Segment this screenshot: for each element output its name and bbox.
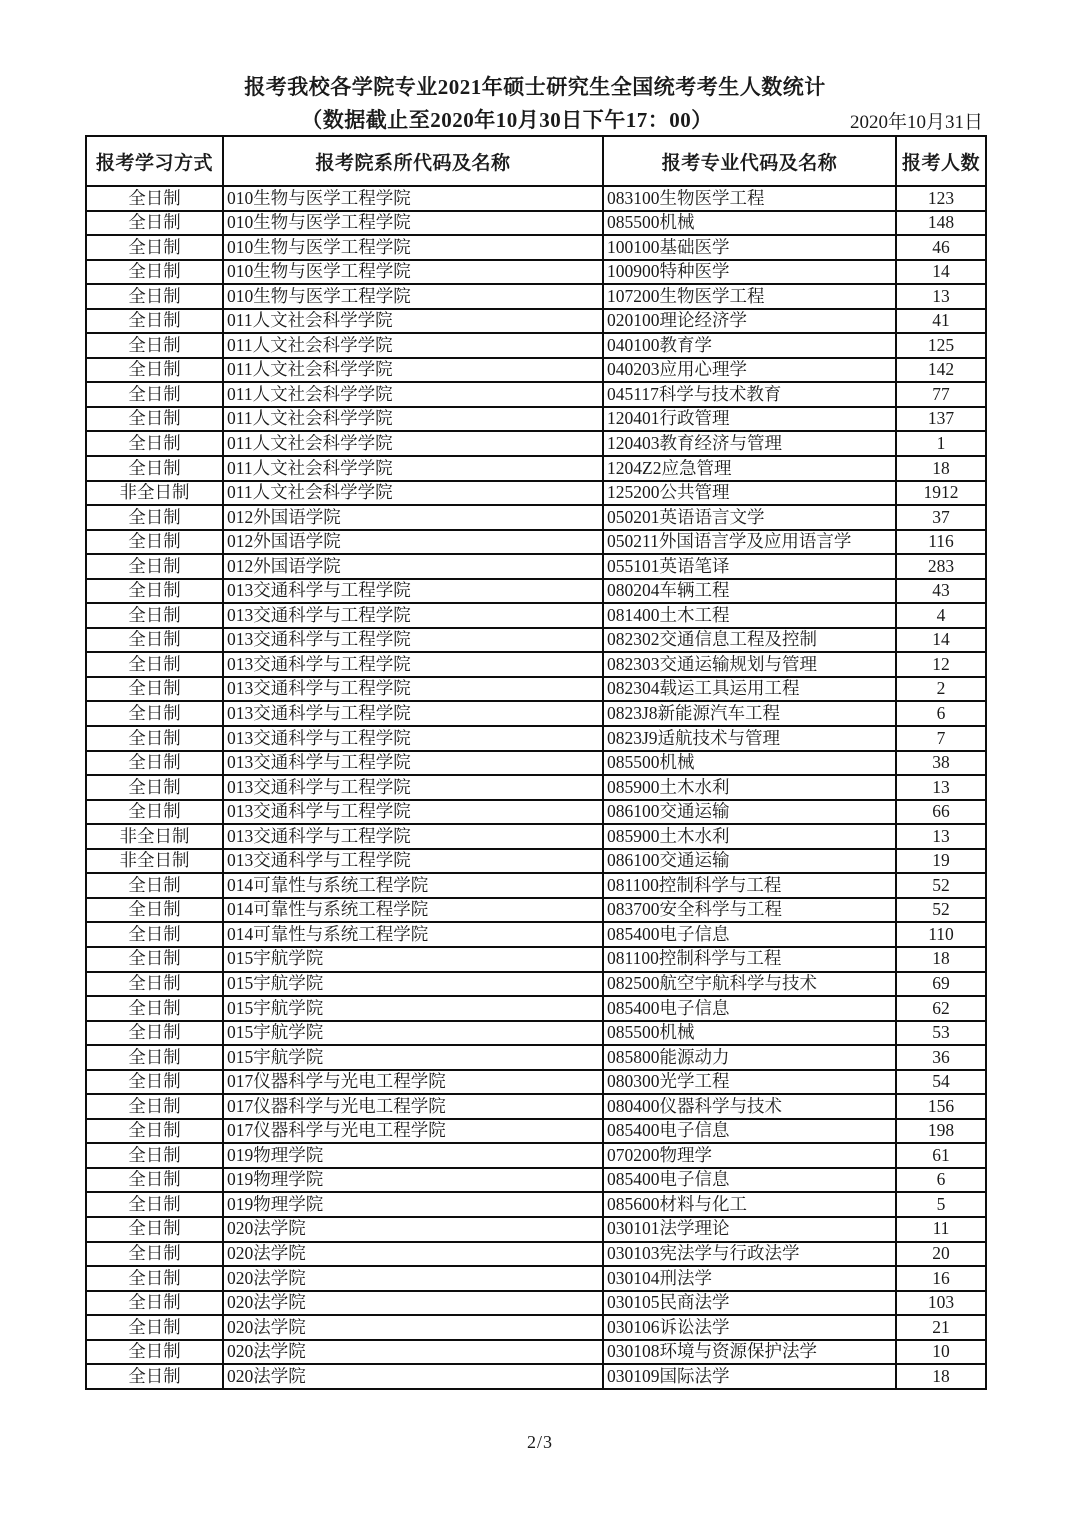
cell-study-mode: 全日制 [86,1021,223,1046]
cell-study-mode: 全日制 [86,260,223,285]
cell-applicant-count: 13 [896,284,986,309]
cell-college-code-name: 011人文社会科学学院 [223,456,603,481]
cell-applicant-count: 18 [896,1364,986,1389]
cell-applicant-count: 103 [896,1291,986,1316]
table-row [86,211,986,236]
cell-applicant-count: 125 [896,333,986,358]
cell-college-code-name: 017仪器科学与光电工程学院 [223,1070,603,1095]
cell-study-mode: 全日制 [86,726,223,751]
cell-study-mode: 全日制 [86,972,223,997]
cell-applicant-count: 21 [896,1315,986,1340]
cell-applicant-count: 18 [896,947,986,972]
cell-college-code-name: 013交通科学与工程学院 [223,628,603,653]
cell-major-code-name: 082304载运工具运用工程 [603,677,896,702]
cell-applicant-count: 61 [896,1143,986,1168]
cell-major-code-name: 055101英语笔译 [603,554,896,579]
cell-study-mode: 全日制 [86,628,223,653]
cell-college-code-name: 013交通科学与工程学院 [223,677,603,702]
cell-study-mode: 全日制 [86,211,223,236]
table-row [86,1340,986,1365]
cell-applicant-count: 14 [896,260,986,285]
table-row [86,1217,986,1242]
cell-major-code-name: 085400电子信息 [603,1168,896,1193]
cell-college-code-name: 020法学院 [223,1291,603,1316]
table-row [86,186,986,211]
cell-college-code-name: 013交通科学与工程学院 [223,824,603,849]
cell-applicant-count: 156 [896,1094,986,1119]
table-row [86,579,986,604]
cell-study-mode: 全日制 [86,1291,223,1316]
table-row [86,1021,986,1046]
column-header-study-mode: 报考学习方式 [86,136,223,186]
table-row [86,628,986,653]
cell-college-code-name: 011人文社会科学学院 [223,407,603,432]
cell-college-code-name: 013交通科学与工程学院 [223,800,603,825]
cell-major-code-name: 085400电子信息 [603,1119,896,1144]
cell-applicant-count: 4 [896,603,986,628]
page-number: 2/3 [526,1432,553,1452]
table-row [86,652,986,677]
cell-applicant-count: 2 [896,677,986,702]
cell-applicant-count: 198 [896,1119,986,1144]
cell-applicant-count: 13 [896,824,986,849]
cell-applicant-count: 7 [896,726,986,751]
table-row [86,481,986,506]
cell-college-code-name: 011人文社会科学学院 [223,358,603,383]
table-row [86,1291,986,1316]
cell-study-mode: 全日制 [86,1364,223,1389]
cell-college-code-name: 020法学院 [223,1242,603,1267]
cell-college-code-name: 013交通科学与工程学院 [223,652,603,677]
cell-study-mode: 全日制 [86,530,223,555]
cell-major-code-name: 030109国际法学 [603,1364,896,1389]
cell-major-code-name: 080300光学工程 [603,1070,896,1095]
cell-study-mode: 全日制 [86,1119,223,1144]
cell-applicant-count: 54 [896,1070,986,1095]
cell-college-code-name: 013交通科学与工程学院 [223,603,603,628]
table-row [86,1364,986,1389]
cell-major-code-name: 040203应用心理学 [603,358,896,383]
cell-college-code-name: 013交通科学与工程学院 [223,726,603,751]
cell-major-code-name: 1204Z2应急管理 [603,456,896,481]
cell-study-mode: 全日制 [86,751,223,776]
cell-applicant-count: 38 [896,751,986,776]
cell-college-code-name: 019物理学院 [223,1168,603,1193]
cell-major-code-name: 050201英语语言文学 [603,505,896,530]
table-row [86,284,986,309]
cell-applicant-count: 137 [896,407,986,432]
cell-applicant-count: 77 [896,382,986,407]
cell-applicant-count: 41 [896,309,986,334]
cell-applicant-count: 1 [896,431,986,456]
cell-applicant-count: 46 [896,235,986,260]
cell-college-code-name: 012外国语学院 [223,505,603,530]
cell-study-mode: 全日制 [86,922,223,947]
cell-applicant-count: 62 [896,996,986,1021]
cell-college-code-name: 020法学院 [223,1340,603,1365]
cell-college-code-name: 012外国语学院 [223,554,603,579]
cell-applicant-count: 14 [896,628,986,653]
table-row [86,1143,986,1168]
table-row [86,431,986,456]
table-row [86,996,986,1021]
cell-study-mode: 全日制 [86,701,223,726]
table-row [86,1242,986,1267]
cell-study-mode: 全日制 [86,800,223,825]
cell-study-mode: 非全日制 [86,481,223,506]
cell-college-code-name: 019物理学院 [223,1143,603,1168]
table-row [86,775,986,800]
cell-college-code-name: 013交通科学与工程学院 [223,701,603,726]
cell-major-code-name: 082500航空宇航科学与技术 [603,972,896,997]
cell-study-mode: 全日制 [86,1070,223,1095]
cell-major-code-name: 030101法学理论 [603,1217,896,1242]
cell-college-code-name: 013交通科学与工程学院 [223,775,603,800]
cell-applicant-count: 6 [896,701,986,726]
applicants-statistics-table [85,135,987,1390]
cell-college-code-name: 014可靠性与系统工程学院 [223,898,603,923]
cell-college-code-name: 011人文社会科学学院 [223,431,603,456]
data-cutoff-subtitle: （数据截止至2020年10月30日下午17：00） [301,108,713,133]
cell-study-mode: 全日制 [86,1045,223,1070]
cell-study-mode: 全日制 [86,284,223,309]
table-row [86,947,986,972]
table-row [86,1070,986,1095]
cell-study-mode: 全日制 [86,1242,223,1267]
cell-college-code-name: 019物理学院 [223,1192,603,1217]
cell-college-code-name: 020法学院 [223,1364,603,1389]
table-row [86,701,986,726]
cell-major-code-name: 085400电子信息 [603,922,896,947]
report-date: 2020年10月31日 [849,112,983,134]
cell-college-code-name: 010生物与医学工程学院 [223,260,603,285]
cell-study-mode: 全日制 [86,1192,223,1217]
table-body [86,186,986,1389]
cell-college-code-name: 015宇航学院 [223,996,603,1021]
cell-college-code-name: 010生物与医学工程学院 [223,186,603,211]
cell-major-code-name: 030104刑法学 [603,1266,896,1291]
cell-study-mode: 全日制 [86,1168,223,1193]
table-row [86,873,986,898]
cell-study-mode: 全日制 [86,898,223,923]
cell-applicant-count: 5 [896,1192,986,1217]
cell-study-mode: 全日制 [86,873,223,898]
cell-study-mode: 全日制 [86,1266,223,1291]
cell-major-code-name: 050211外国语言学及应用语言学 [603,530,896,555]
cell-college-code-name: 015宇航学院 [223,972,603,997]
table-row [86,358,986,383]
cell-college-code-name: 017仪器科学与光电工程学院 [223,1119,603,1144]
cell-college-code-name: 011人文社会科学学院 [223,481,603,506]
cell-study-mode: 全日制 [86,333,223,358]
cell-major-code-name: 120401行政管理 [603,407,896,432]
cell-major-code-name: 100100基础医学 [603,235,896,260]
cell-college-code-name: 011人文社会科学学院 [223,309,603,334]
cell-major-code-name: 070200物理学 [603,1143,896,1168]
table-row [86,1045,986,1070]
cell-applicant-count: 116 [896,530,986,555]
document-header [85,74,985,134]
cell-applicant-count: 52 [896,898,986,923]
cell-applicant-count: 20 [896,1242,986,1267]
cell-major-code-name: 085900土木水利 [603,824,896,849]
cell-study-mode: 全日制 [86,603,223,628]
cell-college-code-name: 014可靠性与系统工程学院 [223,873,603,898]
cell-study-mode: 全日制 [86,186,223,211]
cell-applicant-count: 19 [896,849,986,874]
cell-major-code-name: 100900特种医学 [603,260,896,285]
cell-major-code-name: 125200公共管理 [603,481,896,506]
cell-study-mode: 全日制 [86,554,223,579]
cell-major-code-name: 085600材料与化工 [603,1192,896,1217]
table-row [86,1192,986,1217]
cell-study-mode: 全日制 [86,775,223,800]
table-row [86,407,986,432]
cell-college-code-name: 014可靠性与系统工程学院 [223,922,603,947]
cell-applicant-count: 11 [896,1217,986,1242]
cell-major-code-name: 082302交通信息工程及控制 [603,628,896,653]
cell-college-code-name: 015宇航学院 [223,1021,603,1046]
table-row [86,554,986,579]
cell-major-code-name: 030105民商法学 [603,1291,896,1316]
subtitle-line [85,104,985,134]
cell-college-code-name: 020法学院 [223,1315,603,1340]
cell-college-code-name: 017仪器科学与光电工程学院 [223,1094,603,1119]
cell-applicant-count: 66 [896,800,986,825]
table-row [86,1168,986,1193]
cell-major-code-name: 080400仪器科学与技术 [603,1094,896,1119]
cell-major-code-name: 083100生物医学工程 [603,186,896,211]
cell-study-mode: 全日制 [86,996,223,1021]
cell-study-mode: 全日制 [86,1143,223,1168]
cell-major-code-name: 085500机械 [603,751,896,776]
cell-college-code-name: 010生物与医学工程学院 [223,235,603,260]
table-row [86,1266,986,1291]
table-row [86,677,986,702]
cell-applicant-count: 283 [896,554,986,579]
table-row [86,505,986,530]
table-row [86,603,986,628]
cell-college-code-name: 010生物与医学工程学院 [223,211,603,236]
cell-major-code-name: 0823J9适航技术与管理 [603,726,896,751]
cell-study-mode: 全日制 [86,431,223,456]
cell-applicant-count: 53 [896,1021,986,1046]
cell-study-mode: 全日制 [86,505,223,530]
cell-applicant-count: 16 [896,1266,986,1291]
table-row [86,1315,986,1340]
cell-major-code-name: 020100理论经济学 [603,309,896,334]
cell-study-mode: 全日制 [86,1340,223,1365]
cell-study-mode: 全日制 [86,456,223,481]
cell-college-code-name: 015宇航学院 [223,947,603,972]
cell-college-code-name: 011人文社会科学学院 [223,382,603,407]
cell-study-mode: 全日制 [86,677,223,702]
table-row [86,260,986,285]
cell-applicant-count: 18 [896,456,986,481]
cell-major-code-name: 083700安全科学与工程 [603,898,896,923]
cell-major-code-name: 085900土木水利 [603,775,896,800]
cell-major-code-name: 040100教育学 [603,333,896,358]
table-row [86,456,986,481]
cell-major-code-name: 082303交通运输规划与管理 [603,652,896,677]
cell-college-code-name: 013交通科学与工程学院 [223,849,603,874]
cell-college-code-name: 020法学院 [223,1266,603,1291]
cell-major-code-name: 080204车辆工程 [603,579,896,604]
cell-major-code-name: 030103宪法学与行政法学 [603,1242,896,1267]
column-header-applicant-count: 报考人数 [896,136,986,186]
cell-major-code-name: 0823J8新能源汽车工程 [603,701,896,726]
cell-major-code-name: 085500机械 [603,211,896,236]
cell-applicant-count: 13 [896,775,986,800]
table-row [86,1119,986,1144]
table-row [86,849,986,874]
page-title: 报考我校各学院专业2021年硕士研究生全国统考考生人数统计 [244,75,826,99]
cell-major-code-name: 085400电子信息 [603,996,896,1021]
cell-college-code-name: 013交通科学与工程学院 [223,751,603,776]
cell-major-code-name: 030106诉讼法学 [603,1315,896,1340]
cell-study-mode: 全日制 [86,1217,223,1242]
cell-major-code-name: 081100控制科学与工程 [603,873,896,898]
cell-major-code-name: 085500机械 [603,1021,896,1046]
cell-study-mode: 非全日制 [86,849,223,874]
cell-college-code-name: 015宇航学院 [223,1045,603,1070]
cell-applicant-count: 10 [896,1340,986,1365]
cell-applicant-count: 148 [896,211,986,236]
cell-study-mode: 全日制 [86,1094,223,1119]
table-row [86,726,986,751]
table-row [86,530,986,555]
table-row [86,972,986,997]
cell-major-code-name: 086100交通运输 [603,800,896,825]
cell-applicant-count: 142 [896,358,986,383]
cell-major-code-name: 086100交通运输 [603,849,896,874]
cell-study-mode: 全日制 [86,235,223,260]
table-row [86,235,986,260]
table-row [86,922,986,947]
table-row [86,800,986,825]
table-row [86,751,986,776]
cell-applicant-count: 37 [896,505,986,530]
cell-applicant-count: 6 [896,1168,986,1193]
cell-major-code-name: 081100控制科学与工程 [603,947,896,972]
cell-major-code-name: 030108环境与资源保护法学 [603,1340,896,1365]
cell-major-code-name: 120403教育经济与管理 [603,431,896,456]
table-row [86,898,986,923]
cell-study-mode: 全日制 [86,1315,223,1340]
cell-study-mode: 非全日制 [86,824,223,849]
cell-major-code-name: 085800能源动力 [603,1045,896,1070]
cell-study-mode: 全日制 [86,309,223,334]
cell-applicant-count: 69 [896,972,986,997]
cell-study-mode: 全日制 [86,382,223,407]
table-row [86,382,986,407]
cell-applicant-count: 12 [896,652,986,677]
table-row [86,824,986,849]
cell-applicant-count: 123 [896,186,986,211]
table-header-row [86,136,986,186]
cell-major-code-name: 081400土木工程 [603,603,896,628]
cell-study-mode: 全日制 [86,947,223,972]
column-header-major-code-name: 报考专业代码及名称 [603,136,896,186]
table-row [86,1094,986,1119]
cell-study-mode: 全日制 [86,579,223,604]
cell-college-code-name: 020法学院 [223,1217,603,1242]
cell-applicant-count: 43 [896,579,986,604]
cell-college-code-name: 010生物与医学工程学院 [223,284,603,309]
cell-major-code-name: 107200生物医学工程 [603,284,896,309]
table-row [86,309,986,334]
cell-applicant-count: 52 [896,873,986,898]
cell-study-mode: 全日制 [86,652,223,677]
cell-applicant-count: 110 [896,922,986,947]
cell-applicant-count: 1912 [896,481,986,506]
table-header [86,136,986,186]
column-header-college-code-name: 报考院系所代码及名称 [223,136,603,186]
cell-study-mode: 全日制 [86,407,223,432]
table-row [86,333,986,358]
cell-college-code-name: 012外国语学院 [223,530,603,555]
cell-college-code-name: 011人文社会科学学院 [223,333,603,358]
cell-major-code-name: 045117科学与技术教育 [603,382,896,407]
cell-study-mode: 全日制 [86,358,223,383]
cell-college-code-name: 013交通科学与工程学院 [223,579,603,604]
cell-applicant-count: 36 [896,1045,986,1070]
